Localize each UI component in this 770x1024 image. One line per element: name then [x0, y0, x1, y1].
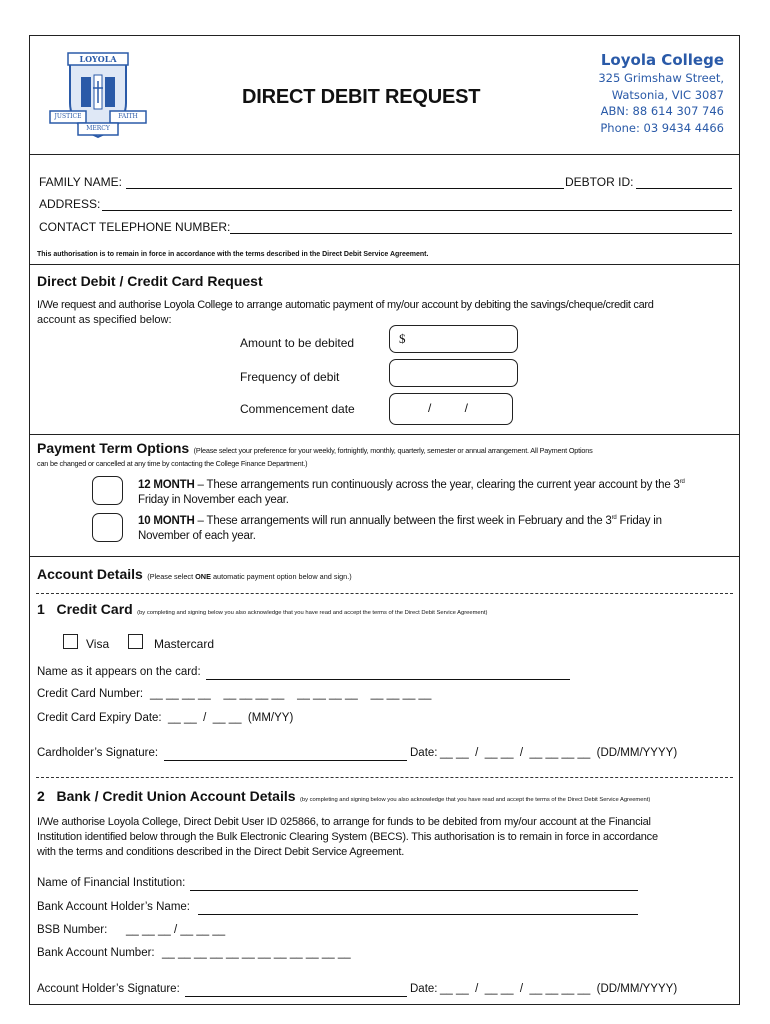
- college-contact-block: [504, 50, 724, 136]
- account-holder-signature-field[interactable]: [185, 996, 407, 997]
- dashed-divider: [36, 593, 733, 594]
- divider: [30, 434, 739, 435]
- option-12-month-line2: Friday in November each year.: [138, 494, 289, 506]
- address-label: ADDRESS:: [39, 197, 101, 211]
- mastercard-label: Mastercard: [154, 637, 215, 651]
- college-phone: Phone: 03 9434 4466: [600, 120, 724, 135]
- phone-field[interactable]: [230, 233, 732, 234]
- account-heading-line: [37, 566, 352, 584]
- date-slashes: / /: [428, 401, 469, 415]
- credit-card-heading: 1 Credit Card: [37, 601, 133, 617]
- logo-banner-right: FAITH: [118, 113, 138, 120]
- account-note: [147, 572, 351, 581]
- option-10-month-after: Friday in: [616, 515, 662, 527]
- divider: [30, 154, 739, 155]
- commencement-label: Commencement date: [240, 402, 355, 416]
- option-12-month-checkbox[interactable]: [92, 476, 123, 505]
- account-holder-signature-label: Account Holder’s Signature:: [37, 983, 180, 995]
- logo-banner-left: JUSTICE: [54, 113, 82, 120]
- divider: [30, 264, 739, 265]
- payment-note-line1: (Please select your preference for your weekly, fortnightly, monthly, quarterly, semester or annual arrangement. All Payment Options: [193, 446, 593, 455]
- card-name-label: Name as it appears on the card:: [37, 666, 201, 678]
- cardholder-signature-label: Cardholder’s Signature:: [37, 747, 159, 759]
- credit-card-note: (by completing and signing below you also acknowledge that you have read and accept the terms of the Direct Debit Service Agreement): [137, 610, 488, 616]
- request-heading: Direct Debit / Credit Card Request: [37, 273, 263, 289]
- card-expiry-field[interactable]: __ __ / __ __ (MM/YY): [168, 712, 294, 724]
- visa-label: Visa: [86, 637, 110, 651]
- debtor-id-field[interactable]: [636, 188, 732, 189]
- debtor-id-label: DEBTOR ID:: [565, 175, 634, 189]
- payment-heading-line: [37, 440, 593, 458]
- request-intro-line2: account as specified below:: [37, 314, 172, 326]
- form-frame: [29, 35, 740, 1005]
- institution-label: Name of Financial Institution:: [37, 877, 186, 889]
- option-10-month-checkbox[interactable]: [92, 513, 123, 542]
- bank-date-field[interactable]: __ __ / __ __ / __ __ __ __ (DD/MM/YYYY): [440, 983, 678, 995]
- account-note-bold: ONE: [195, 572, 211, 581]
- option-12-month-title: 12 MONTH: [138, 479, 195, 491]
- option-10-month-text: – These arrangements will run annually between the first week in February and the 3: [194, 515, 612, 527]
- family-name-label: FAMILY NAME:: [39, 175, 122, 189]
- option-12-month-line1: [138, 479, 685, 491]
- bank-date-label: Date:: [410, 983, 438, 995]
- visa-checkbox[interactable]: [63, 634, 78, 649]
- college-name: Loyola College: [600, 51, 724, 69]
- page-title: DIRECT DEBIT REQUEST: [242, 86, 481, 108]
- credit-card-heading-line: [37, 601, 487, 619]
- card-number-label: Credit Card Number:: [37, 688, 144, 700]
- option-12-month-text: – These arrangements run continuously across the year, clearing the current year account by the 3: [194, 479, 680, 491]
- commencement-date-input[interactable]: [389, 393, 513, 425]
- family-name-field[interactable]: [126, 188, 564, 189]
- account-note-post: automatic payment option below and sign.): [210, 572, 352, 581]
- college-address-line1: 325 Grimshaw Street,: [598, 71, 724, 85]
- institution-field[interactable]: [190, 890, 638, 891]
- amount-label: Amount to be debited: [240, 336, 355, 350]
- option-10-month-line2: November of each year.: [138, 530, 256, 542]
- divider: [30, 556, 739, 557]
- address-field[interactable]: [102, 210, 732, 211]
- bank-para-line3: with the terms and conditions described in the Direct Debit Service Agreement.: [37, 846, 405, 858]
- bank-heading: 2 Bank / Credit Union Account Details: [37, 788, 296, 804]
- bsb-label: BSB Number:: [37, 924, 108, 936]
- bsb-field[interactable]: __ __ __ / __ __ __: [126, 924, 226, 936]
- account-holder-name-label: Bank Account Holder’s Name:: [37, 901, 190, 913]
- card-expiry-label: Credit Card Expiry Date:: [37, 712, 162, 724]
- college-crest-logo: [48, 51, 148, 143]
- dashed-divider: [36, 777, 733, 778]
- payment-heading: Payment Term Options: [37, 440, 190, 456]
- frequency-input[interactable]: [389, 359, 518, 387]
- option-10-month-sup: rd: [611, 515, 617, 522]
- bank-account-number-label: Bank Account Number:: [37, 947, 155, 959]
- cardholder-signature-field[interactable]: [164, 760, 407, 761]
- request-intro-line1: I/We request and authorise Loyola College to arrange automatic payment of my/our account by debiting the savings/cheque/credit card: [37, 299, 654, 311]
- phone-label: CONTACT TELEPHONE NUMBER:: [39, 220, 231, 234]
- college-abn: ABN: 88 614 307 746: [600, 104, 724, 118]
- account-holder-name-field[interactable]: [198, 914, 638, 915]
- bank-account-number-field[interactable]: __ __ __ __ __ __ __ __ __ __ __ __: [162, 947, 351, 959]
- option-12-month-sup: rd: [679, 479, 685, 486]
- card-date-field[interactable]: __ __ / __ __ / __ __ __ __ (DD/MM/YYYY): [440, 747, 678, 759]
- frequency-label: Frequency of debit: [240, 370, 340, 384]
- card-number-field[interactable]: __ __ __ __ __ __ __ __ __ __ __ __ __ __ __ __: [150, 688, 432, 700]
- card-date-label: Date:: [410, 747, 438, 759]
- bank-para-line1: I/We authorise Loyola College, Direct Debit User ID 025866, to arrange for funds to be debited from my/our account at the Financial: [37, 816, 651, 828]
- card-name-field[interactable]: [206, 679, 570, 680]
- bank-heading-line: [37, 788, 650, 806]
- payment-note-line2: can be changed or cancelled at any time by contacting the College Finance Department.): [37, 459, 308, 468]
- logo-banner-top: LOYOLA: [79, 54, 117, 64]
- account-note-pre: (Please select: [147, 572, 196, 581]
- dollar-sign: $: [399, 331, 406, 346]
- amount-input[interactable]: [389, 325, 518, 353]
- authorisation-note: This authorisation is to remain in force in accordance with the terms described in the Direct Debit Service Agreement.: [37, 251, 429, 258]
- college-address-line2: Watsonia, VIC 3087: [611, 87, 724, 102]
- bank-para-line2: Institution identified below through the Bulk Electronic Clearing System (BECS). This authorisation is to remain in force in accordance: [37, 831, 658, 843]
- option-10-month-line1: [138, 515, 662, 527]
- option-10-month-title: 10 MONTH: [138, 515, 195, 527]
- logo-banner-bottom: MERCY: [86, 125, 110, 132]
- bank-note: (by completing and signing below you also acknowledge that you have read and accept the terms of the Direct Debit Service Agreement): [299, 797, 651, 803]
- account-heading: Account Details: [37, 566, 143, 582]
- mastercard-checkbox[interactable]: [128, 634, 143, 649]
